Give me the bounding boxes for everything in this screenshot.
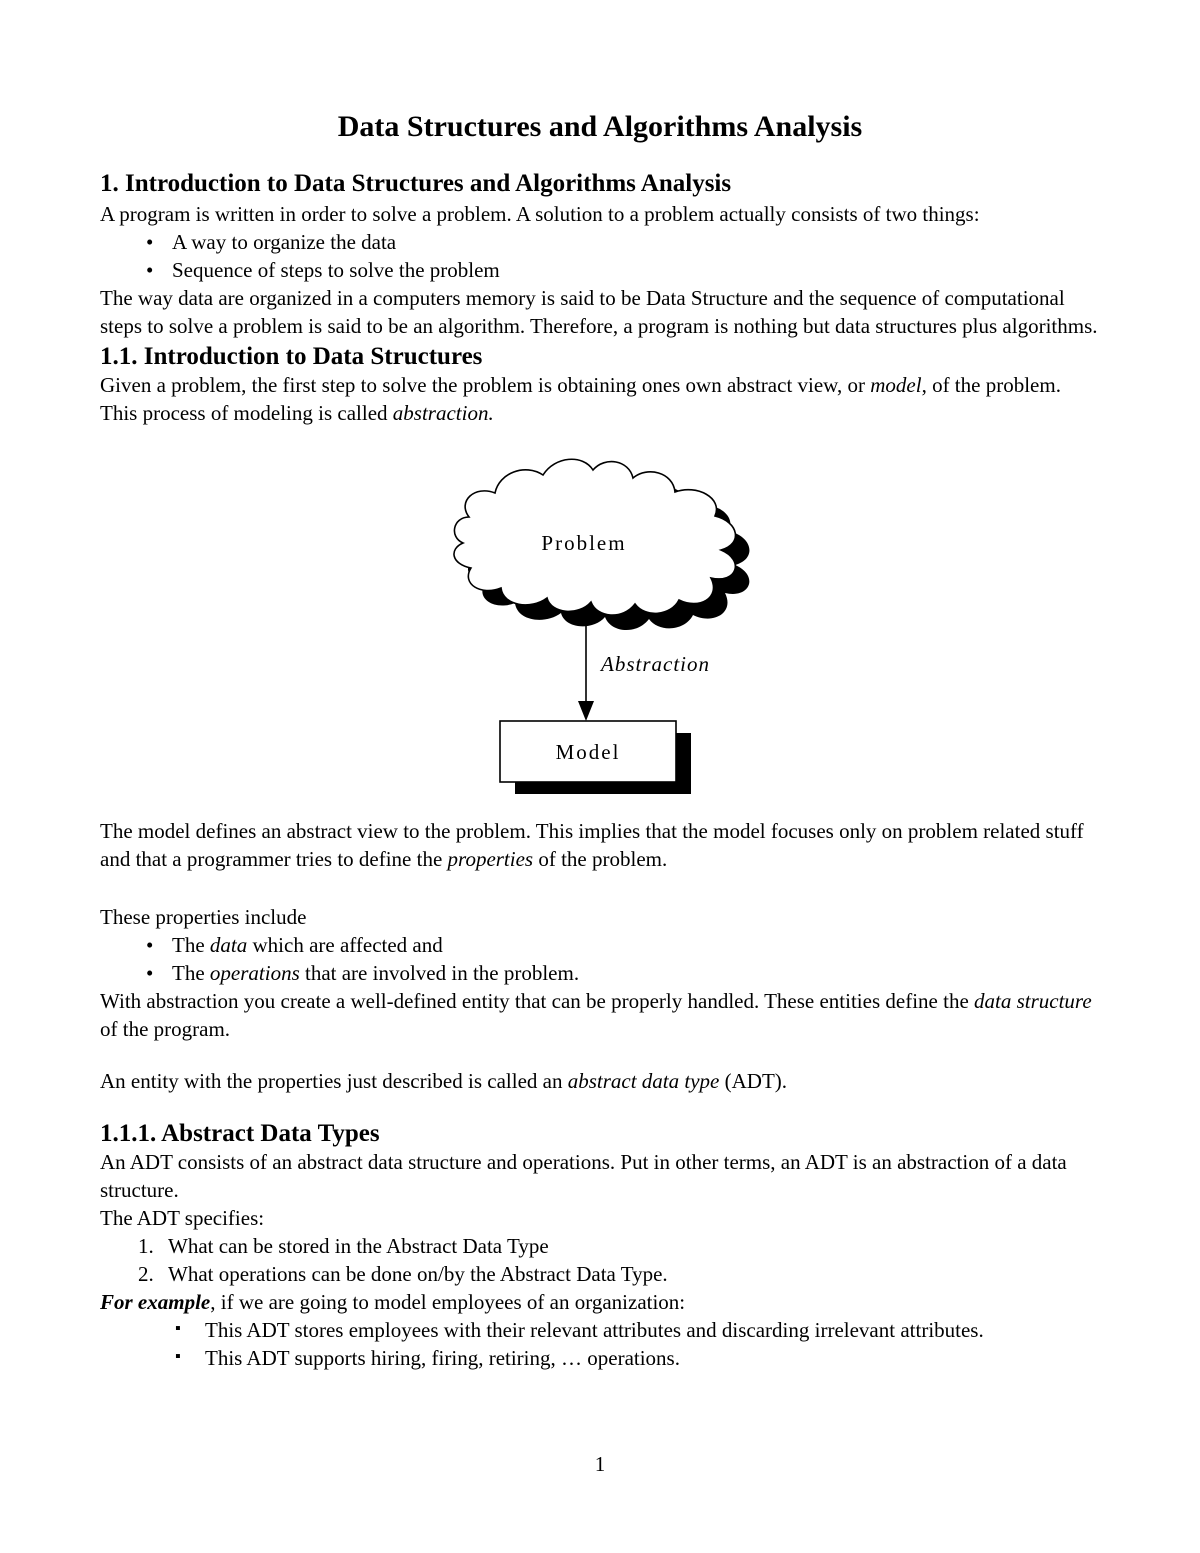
numbered-item (100, 1232, 1100, 1260)
adt-specifies-intro: The ADT specifies: (100, 1206, 265, 1230)
adt-definition-paragraph: An entity with the properties just described is called an abstract data type (ADT). (100, 1069, 788, 1093)
item-number: 1. (138, 1234, 154, 1258)
list-item: ▪ This ADT stores employees with their relevant attributes and discarding irrelevant attributes. (100, 1316, 1100, 1344)
abstraction-label: Abstraction (601, 652, 710, 676)
abstraction-entity-paragraph: With abstraction you create a well-defined entity that can be properly handled. These entities define the data structure of the program. (100, 989, 1092, 1041)
abstraction-figure (445, 451, 785, 799)
document-title: Data Structures and Algorithms Analysis (337, 110, 863, 143)
solution-bullet-list (100, 228, 1100, 284)
section-1-paragraph: The way data are organized in a computers memory is said to be Data Structure and the sequence of computational steps to solve a problem is said to be an algorithm. Therefore, a program is nothing but data structures plus algorithms. (100, 286, 1098, 338)
section-1-1-1-heading: 1.1.1. Abstract Data Types (100, 1120, 380, 1147)
example-bullet-list (100, 1316, 1100, 1372)
list-item: ▪ This ADT supports hiring, firing, retiring, … operations. (100, 1344, 1100, 1372)
list-item: • A way to organize the data (100, 228, 1100, 256)
item-number: 2. (138, 1262, 154, 1286)
adt-paragraph: An ADT consists of an abstract data structure and operations. Put in other terms, an ADT is an abstraction of a data structure. (100, 1150, 1067, 1202)
numbered-item (100, 1260, 1100, 1288)
properties-intro: These properties include (100, 905, 307, 929)
section-1-intro: A program is written in order to solve a problem. A solution to a problem actually consists of two things: (100, 202, 980, 226)
model-box (500, 721, 691, 794)
item-text: What operations can be done on/by the Abstract Data Type. (168, 1262, 668, 1286)
list-item: • The data which are affected and (100, 931, 1100, 959)
list-item: • The operations that are involved in the problem. (100, 959, 1100, 987)
adt-numbered-list (100, 1232, 1100, 1288)
example-intro: For example, if we are going to model employees of an organization: (100, 1290, 686, 1314)
model-label: Model (555, 740, 621, 764)
properties-bullet-list (100, 931, 1100, 987)
item-text: What can be stored in the Abstract Data Type (168, 1234, 549, 1258)
section-1-1-heading: 1.1. Introduction to Data Structures (100, 343, 483, 370)
section-1-heading: 1. Introduction to Data Structures and Algorithms Analysis (100, 170, 732, 197)
problem-label: Problem (541, 531, 627, 555)
model-paragraph: The model defines an abstract view to the problem. This implies that the model focuses only on problem related stuff and that a programmer tries to define the properties of the problem. (100, 819, 1084, 871)
abstraction-paragraph: Given a problem, the first step to solve the problem is obtaining ones own abstract view, or model, of the problem. This process of modeling is called abstraction. (100, 373, 1061, 425)
page-number: 1 (594, 1452, 606, 1476)
list-item: • Sequence of steps to solve the problem (100, 256, 1100, 284)
